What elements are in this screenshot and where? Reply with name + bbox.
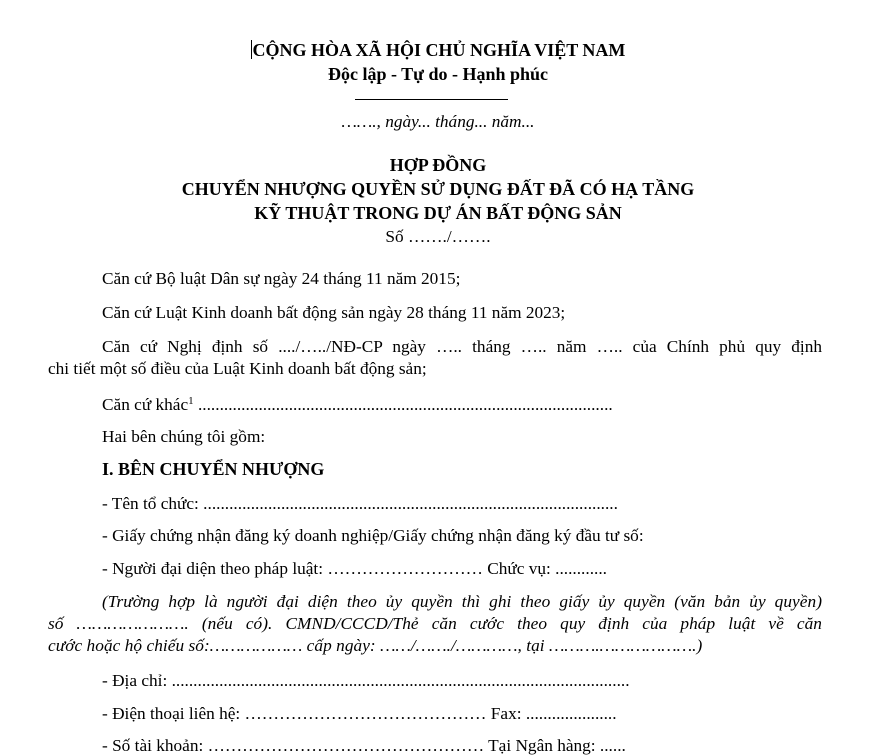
motto: Độc lập - Tự do - Hạnh phúc (327, 64, 549, 84)
contract-subtitle-1: CHUYỂN NHƯỢNG QUYỀN SỬ DỤNG ĐẤT ĐÃ CÓ HẠ TẦNG (181, 179, 695, 199)
legal-basis-civil-code: Căn cứ Bộ luật Dân sự ngày 24 tháng 11 năm 2015; (102, 269, 461, 288)
field-legal-representative: - Người đại diện theo pháp luật: ……………………… Chức vụ: ............ (102, 559, 607, 578)
section-heading-transferor: I. BÊN CHUYỂN NHƯỢNG (102, 459, 325, 479)
authorized-note-line-1: (Trường hợp là người đại diện theo ủy quyền thì ghi theo giấy ủy quyền (văn bản ủy quyền) (102, 592, 822, 611)
other-basis (102, 395, 613, 415)
date-line: ……., ngày... tháng... năm... (341, 112, 535, 131)
field-address: - Địa chỉ: .......................................................................................................... (102, 671, 630, 690)
other-basis-fill: ................................................................................................ (193, 395, 613, 414)
other-basis-label: Căn cứ khác (102, 395, 189, 414)
header-divider (355, 99, 508, 100)
authorized-note-line-2: số …………………. (nếu có). CMND/CCCD/Thẻ căn cước theo quy định của pháp luật về căn (48, 614, 822, 633)
field-phone-fax: - Điện thoại liên hệ: …………………………………… Fax: ..................... (102, 704, 617, 723)
country-header (0, 40, 876, 60)
country-header-text: CỘNG HÒA XÃ HỘI CHỦ NGHĨA VIỆT NAM (252, 40, 626, 60)
parties-intro: Hai bên chúng tôi gồm: (102, 427, 266, 446)
legal-basis-decree-cont: chi tiết một số điều của Luật Kinh doanh bất động sản; (48, 359, 427, 378)
contract-title: HỢP ĐỒNG (389, 155, 487, 175)
contract-subtitle-2: KỸ THUẬT TRONG DỰ ÁN BẤT ĐỘNG SẢN (254, 203, 622, 223)
footnote-ref[interactable]: 1 (188, 395, 194, 407)
legal-basis-real-estate-law: Căn cứ Luật Kinh doanh bất động sản ngày 28 tháng 11 năm 2023; (102, 303, 566, 322)
field-bank-account: - Số tài khoản: ………………………………………… Tại Ngân hàng: ...... (102, 736, 626, 755)
field-org-name: - Tên tổ chức: ................................................................................................ (102, 494, 618, 513)
authorized-note-line-3: cước hoặc hộ chiếu số:……………… cấp ngày: ……/……./…………, tại ……….……………….) (48, 636, 703, 655)
contract-number: Số ……./……. (385, 227, 491, 246)
field-registration-cert: - Giấy chứng nhận đăng ký doanh nghiệp/Giấy chứng nhận đăng ký đầu tư số: (102, 526, 644, 545)
text-cursor (251, 40, 252, 59)
legal-basis-decree: Căn cứ Nghị định số ..../…../NĐ-CP ngày ….. tháng ….. năm ….. của Chính phủ quy định (102, 337, 822, 356)
